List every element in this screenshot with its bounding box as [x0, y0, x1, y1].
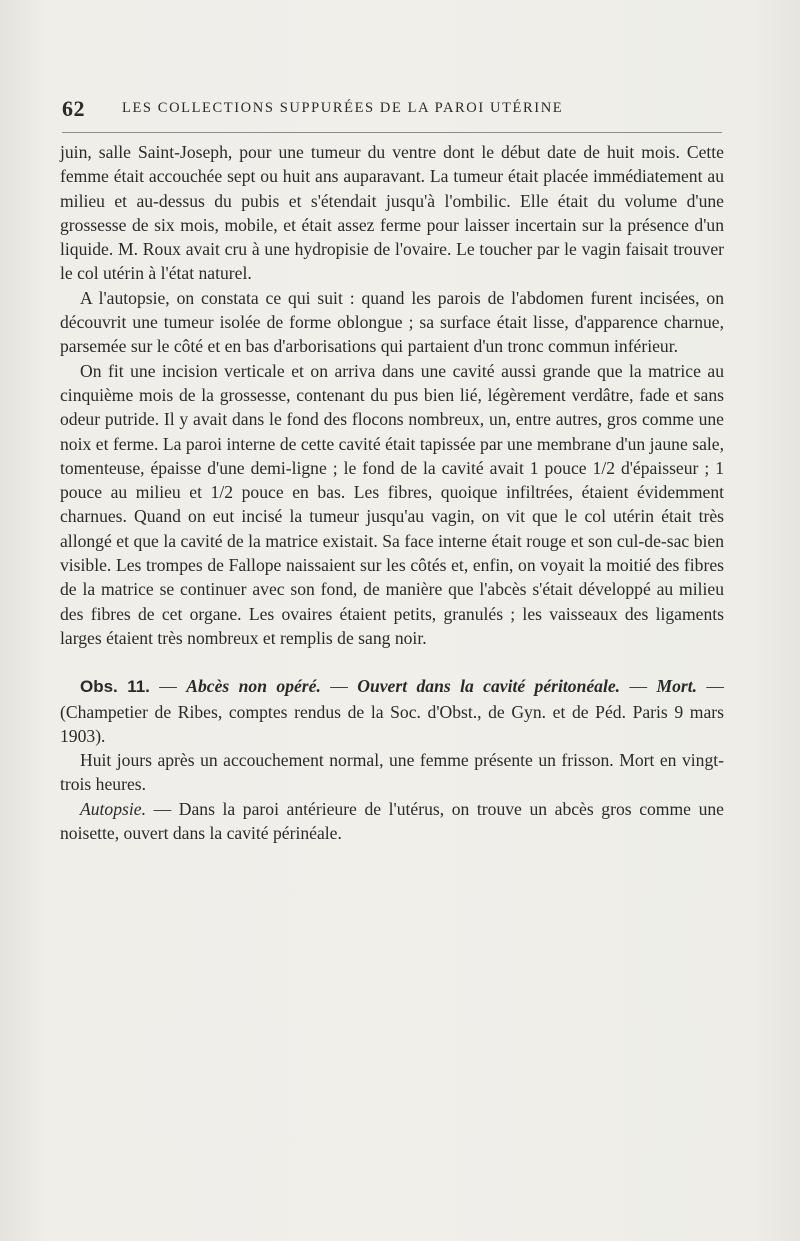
- obs-label: Obs.: [80, 677, 118, 697]
- page-header: [62, 96, 722, 126]
- obs-dash-3: —: [620, 676, 657, 697]
- section-gap: [60, 650, 724, 674]
- paragraph-3: On fit une incision verticale et on arriva dans une cavité aussi grande que la matrice au cinquième mois de la grossesse, contenant du pus bien lié, légèrement verdâtre, fade et sans odeur putride. Il y avait dans le fond des flocons nombreux, un, entre autres, gros comme une noix et ferme. La paroi interne de cette cavité était tapissée par une membrane d'un jaune sale, tomenteuse, épaisse d'une demi-ligne ; le fond de la cavité avait 1 pouce 1/2 d'épaisseur ; 1 pouce au milieu et 1/2 pouce en bas. Les fibres, quoique infiltrées, étaient évidemment charnues. Quand on eut incisé la tumeur jusqu'au vagin, on vit que le col utérin était très allongé et que la cavité de la matrice existait. Sa face interne était rouge et son cul-de-sac bien visible. Les trompes de Fallope naissaient sur les côtés et, enfin, on voyait la moitié des fibres de la matrice se continuer avec son fond, de manière que l'abcès s'était développé au milieu des fibres de cet organe. Les ovaires étaient petits, granulés ; les vaisseaux des ligaments larges étaient très nombreux et remplis de sang noir.: [60, 360, 724, 648]
- obs-dash-4: —: [697, 676, 725, 697]
- obs-dash-2: —: [320, 676, 358, 697]
- header-rule: [62, 132, 722, 133]
- page-number: 62: [62, 96, 85, 121]
- body-text: [60, 140, 724, 845]
- paragraph-1: juin, salle Saint-Joseph, pour une tumeur du ventre dont le début date de huit mois. Cette femme était accouchée sept ou huit ans auparavant. La tumeur était placée immédiatement au milieu et au-dessus du pubis et s'étendait jusqu'à l'ombilic. Elle était du volume d'une grossesse de six mois, mobile, et était assez ferme pour laisser incertain sur la présence d'un liquide. M. Roux avait cru à une hydropisie de l'ovaire. Le toucher par le vagin faisait trouver le col utérin à l'état naturel.: [60, 142, 724, 284]
- paragraph-2: A l'autopsie, on constata ce qui suit : quand les parois de l'abdomen furent incisées, on découvrit une tumeur isolée de forme oblongue ; sa surface était lisse, d'apparence charnue, parsemée sur le côté et en bas d'arborisations qui partaient d'un tronc commun inférieur.: [60, 287, 724, 357]
- paragraph-4: Huit jours après un accouchement normal, une femme présente un frisson. Mort en vingt-trois heures.: [60, 750, 724, 795]
- observation-heading: [60, 674, 724, 748]
- obs-title-2: Ouvert dans la cavité péritonéale.: [357, 676, 621, 697]
- autopsie-label: Autopsie.: [80, 798, 146, 819]
- obs-title-3: Mort.: [656, 676, 698, 697]
- obs-dash-1: —: [149, 676, 187, 697]
- paragraph-5: [60, 797, 724, 846]
- obs-title-1: Abcès non opéré.: [186, 676, 321, 697]
- paragraph-5-text: — Dans la paroi antérieure de l'utérus, on trouve un abcès gros comme une noisette, ouvert dans la cavité périnéale.: [60, 798, 724, 844]
- obs-number: 11.: [127, 677, 150, 697]
- running-head: LES COLLECTIONS SUPPURÉES DE LA PAROI UTÉRINE: [122, 100, 564, 116]
- obs-source: (Champetier de Ribes, comptes rendus de la Soc. d'Obst., de Gyn. et de Péd. Paris 9 mars 1903).: [60, 701, 724, 746]
